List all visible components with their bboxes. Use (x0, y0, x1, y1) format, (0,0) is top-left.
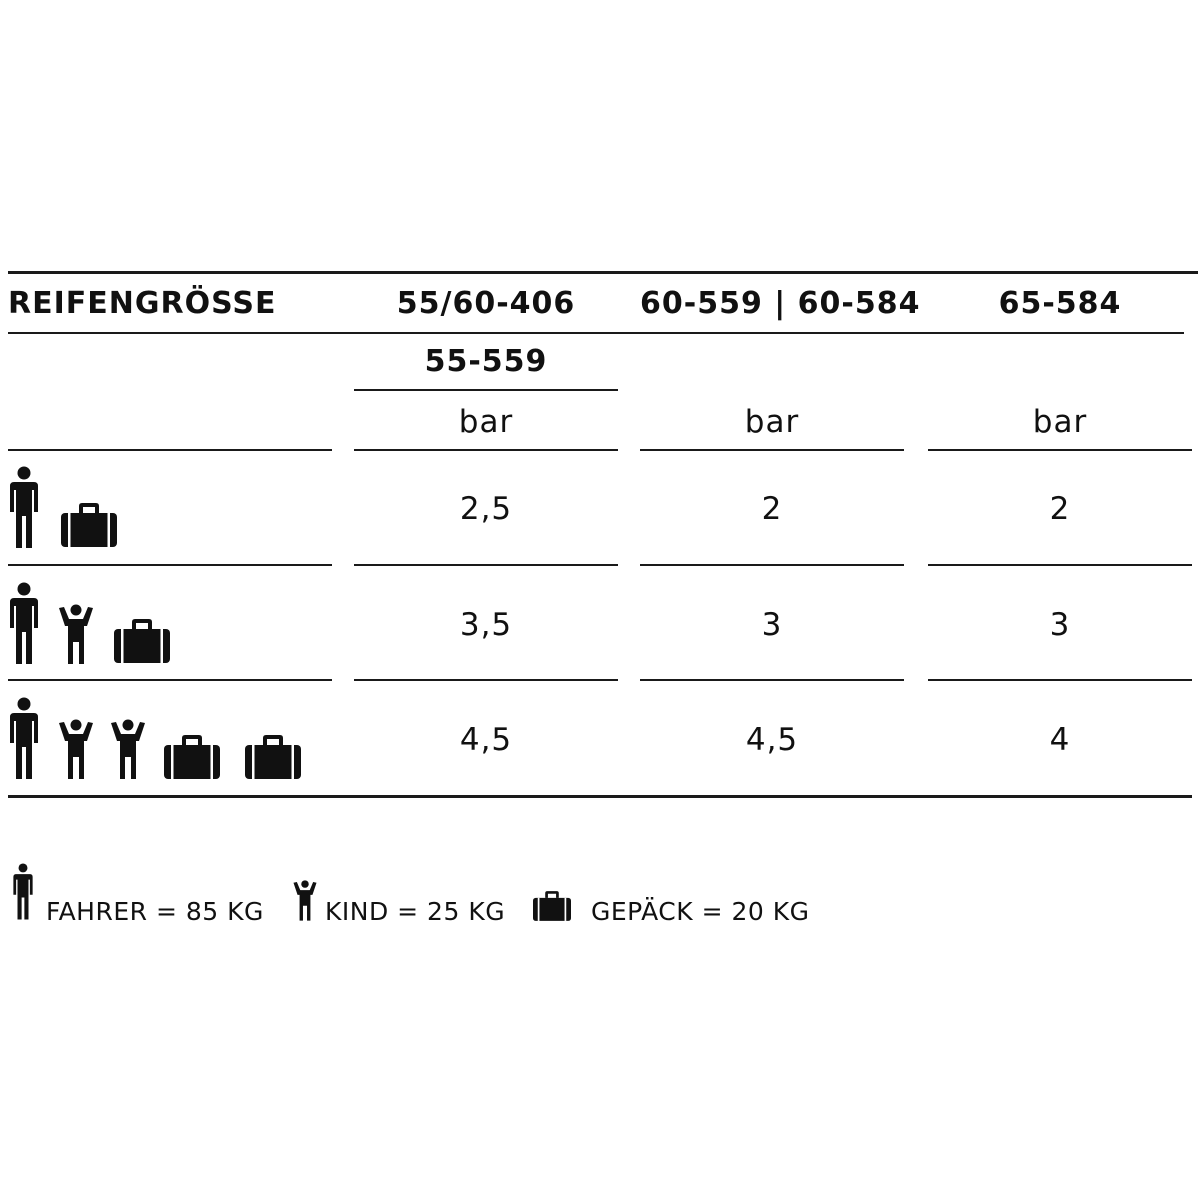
luggage-icon (114, 619, 170, 663)
legend-child: KIND = 25 KG (325, 897, 506, 926)
header-rule (8, 332, 1184, 334)
child-icon (291, 880, 319, 922)
rider-icon (8, 466, 40, 550)
row-rule (8, 449, 332, 451)
row-rule (354, 679, 618, 681)
pressure-value: 2 (1049, 491, 1071, 527)
row-rule (928, 564, 1192, 566)
pressure-value: 4,5 (745, 722, 799, 758)
pressure-value: 3,5 (459, 607, 513, 643)
header-label: REIFENGRÖSSE (8, 286, 277, 321)
unit-label-3: bar (1032, 404, 1088, 440)
child-icon (56, 719, 96, 781)
table-bottom-rule (8, 795, 1192, 798)
row-rule (354, 564, 618, 566)
column-header-size-1-extra: 55-559 (424, 344, 548, 379)
luggage-icon (533, 891, 571, 921)
child-icon (56, 604, 96, 666)
child-icon (108, 719, 148, 781)
pressure-value: 3 (761, 607, 783, 643)
pressure-value: 3 (1049, 607, 1071, 643)
pressure-value: 2 (761, 491, 783, 527)
luggage-icon (164, 735, 220, 779)
pressure-value: 4,5 (459, 722, 513, 758)
pressure-value: 4 (1049, 722, 1071, 758)
row-rule (8, 564, 332, 566)
size-extra-rule (354, 389, 618, 391)
pressure-value: 2,5 (459, 491, 513, 527)
unit-label-1: bar (458, 404, 514, 440)
table-top-rule (8, 271, 1198, 274)
legend-luggage: GEPÄCK = 20 KG (591, 897, 810, 926)
column-header-size-1: 55/60-406 (396, 286, 576, 321)
unit-label-2: bar (744, 404, 800, 440)
luggage-icon (245, 735, 301, 779)
row-rule (928, 679, 1192, 681)
rider-icon (8, 697, 40, 781)
rider-icon (8, 582, 40, 666)
row-rule (8, 679, 332, 681)
row-rule (354, 449, 618, 451)
row-rule (928, 449, 1192, 451)
row-rule (640, 449, 904, 451)
column-header-size-3: 65-584 (998, 286, 1122, 321)
rider-icon (12, 863, 34, 921)
luggage-icon (61, 503, 117, 547)
legend-rider: FAHRER = 85 KG (46, 897, 264, 926)
row-rule (640, 564, 904, 566)
row-rule (640, 679, 904, 681)
column-header-size-2: 60-559 | 60-584 (640, 286, 921, 321)
